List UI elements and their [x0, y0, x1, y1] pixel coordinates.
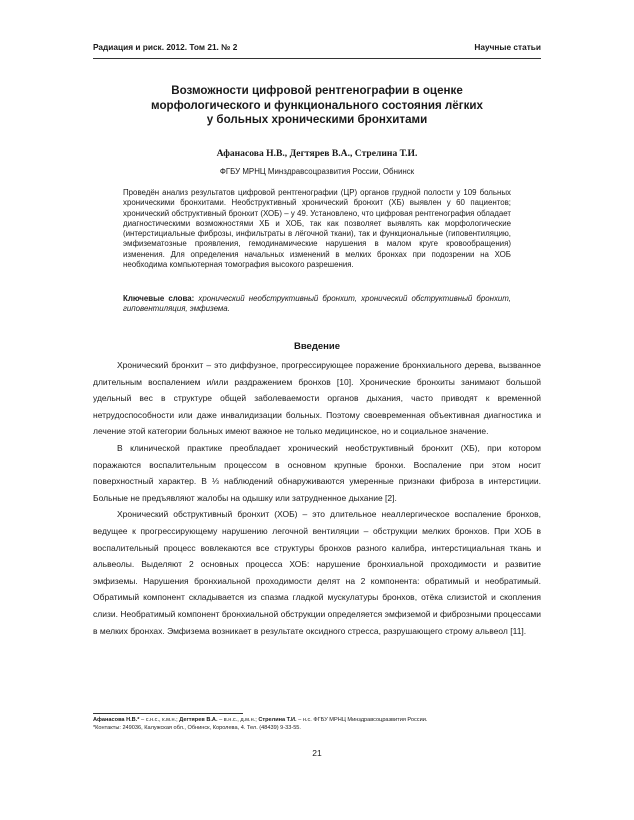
footnote-divider: [93, 713, 243, 714]
abstract: Проведён анализ результатов цифровой рентгенографии (ЦР) органов грудной полости у 109 больных хроническими бронхитами. Необструктивный хронический бронхит (ХБ) выявлен у 60 пациентов; хронический обструктивный бронхит (ХОБ) – у 49. Установлено, что цифровая рентгенография обладает диагностическими возможностями ХБ и ХОБ, так как позволяет выявлять как морфологические (интерстициальные фиброзы, инфильтраты в лёгочной ткани), так и функциональные (гиповентиляцию, эмфизематозные проявления, гемодинамические нарушения в малом круге кровообращения) изменения. Для определения начальных изменений в мелких бронхах при подозрении на ХОБ необходима компьютерная томография высокого разрешения.: [123, 188, 511, 270]
paragraph: Хронический бронхит – это диффузное, прогрессирующее поражение бронхиального дерева, вызванное длительным воспалением и/или раздражением бронхов [10]. Хронические бронхиты занимают большой удельный вес в структуре общей заболеваемости органов дыхания, часто приводят к временной нетрудоспособности или даже инвалидизации больных. Поэтому своевременная объективная диагностика и лечение этой категории больных имеют важное не только медицинское, но и социальное значение.: [93, 360, 541, 437]
article-title: [110, 84, 524, 128]
section-heading: Введение: [293, 341, 341, 352]
header-divider: [93, 58, 541, 59]
footnote-author-desc: – н.с. ФГБУ МРНЦ Минздравсоцразвития России.: [296, 717, 428, 723]
footnote-contacts: *Контакты: 249036, Калужская обл., Обнинск, Королева, 4. Тел. (48439) 9-33-55.: [93, 725, 301, 731]
section-label: Научные статьи: [474, 42, 541, 52]
body-text: [93, 357, 541, 639]
running-head: [93, 42, 541, 56]
keywords: [123, 294, 511, 315]
footnote-author-name: Афанасова Н.В.*: [93, 717, 140, 723]
footnote: [93, 716, 541, 732]
keywords-label: Ключевые слова:: [123, 294, 195, 303]
page-number: 21: [312, 748, 322, 758]
title-line: морфологического и функционального состояния лёгких: [151, 98, 483, 112]
affiliation: ФГБУ МРНЦ Минздравсоцразвития России, Обнинск: [219, 167, 415, 176]
footnote-author-name: Дегтярев В.А.: [179, 717, 218, 723]
title-line: у больных хроническими бронхитами: [206, 113, 428, 126]
paragraph: Хронический обструктивный бронхит (ХОБ) – это длительное неаллергическое воспаление бронхов, ведущее к прогрессирующему нарушению легочной вентиляции – обструкции мелких бронхов. При ХОБ в воспалительный процесс вовлекаются все структуры бронхов разного калибра, интерстициальная ткань и альвеолы. Выделяют 2 основных процесса ХОБ: нарушение бронхиальной проходимости и развитие эмфиземы. Нарушения бронхиальной проходимости делят на 2 компонента: обратимый и необратимый. Обратимый компонент складывается из спазма гладкой мускулатуры бронхов, отёка слизистой и скопления слизи. Необратимый компонент бронхиальной обструкции определяется эмфиземой и фиброзными процессами в мелких бронхах. Эмфизема возникает в результате оксидного стресса, разрушающего строму альвеол [11].: [93, 509, 541, 636]
title-line: Возможности цифровой рентгенографии в оценке: [171, 84, 463, 97]
journal-citation: Радиация и риск. 2012. Том 21. № 2: [93, 42, 238, 52]
author-list: Афанасова Н.В., Дегтярев В.А., Стрелина Т.И.: [216, 148, 418, 159]
footnote-author-name: Стрелина Т.И.: [258, 717, 297, 723]
keywords-text: хронический необструктивный бронхит, хронический обструктивный бронхит, гиповентиляция, эмфизема.: [123, 294, 511, 314]
footnote-authors: [93, 716, 541, 724]
footnote-author-desc: – с.н.с., к.м.н.;: [139, 717, 180, 723]
paragraph: В клинической практике преобладает хронический необструктивный бронхит (ХБ), при котором поражаются воспалительным процессом в основном крупные бронхи. Воспаление при этом носит поверхностный характер. В ⅓ наблюдений обнаруживаются умеренные признаки фиброза в интерстиции. Больные не предъявляют жалобы на одышку или затрудненное дыхание [2].: [93, 442, 541, 503]
footnote-author-desc: – в.н.с., д.м.н.;: [217, 717, 259, 723]
